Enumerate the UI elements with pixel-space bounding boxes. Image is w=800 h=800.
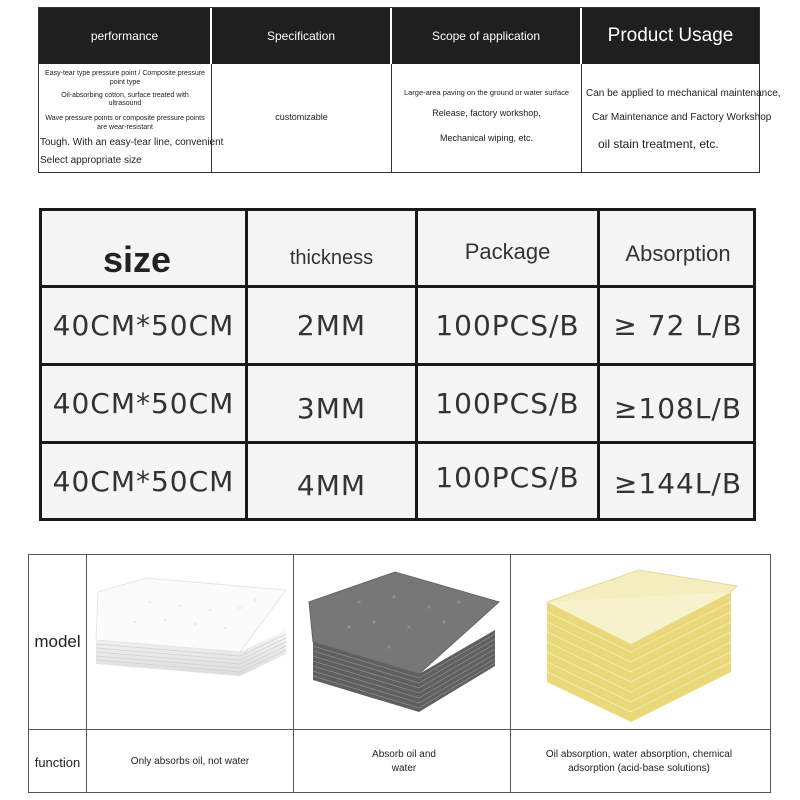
- scope-cell: [392, 64, 582, 172]
- performance-line-5: Select appropriate size: [40, 155, 142, 166]
- model-table: [28, 554, 771, 793]
- row-3-thickness: 4MM: [296, 468, 367, 502]
- white-pads-image: [87, 555, 293, 729]
- header-thickness: thickness: [289, 246, 374, 269]
- header-product-usage: Product Usage: [582, 8, 759, 64]
- grey-pads-function: Absorb oil and water: [372, 748, 436, 774]
- usage-line-3: oil stain treatment, etc.: [598, 137, 719, 151]
- white-pads-icon: [90, 572, 290, 712]
- scope-line-2: Release, factory workshop,: [432, 108, 541, 119]
- yellow-pads-icon: [541, 562, 741, 722]
- white-pads-function: Only absorbs oil, not water: [130, 755, 250, 767]
- usage-cell: [582, 64, 781, 172]
- size-table: [39, 208, 756, 521]
- header-absorption: Absorption: [625, 241, 731, 266]
- performance-line-2: Oil-absorbing cotton, surface treated with ultrasound: [61, 91, 189, 108]
- scope-line-1: Large-area paving on the ground or water surface: [403, 88, 570, 97]
- scope-line-3: Mechanical wiping, etc.: [439, 132, 534, 143]
- row-3-package: 100PCS/B: [435, 460, 580, 494]
- row-1-size: 40CM*50CM: [52, 309, 235, 342]
- row-3-absorption: ≥144L/B: [613, 466, 743, 500]
- row-2-package: 100PCS/B: [435, 387, 580, 420]
- spec-header-row: [39, 8, 759, 64]
- specification-cell: customizable: [212, 64, 392, 172]
- grey-pads-image: [294, 555, 510, 729]
- grey-pads-icon: [299, 562, 505, 722]
- usage-line-1: Can be applied to mechanical maintenance,: [586, 88, 781, 99]
- row-2-thickness: 3MM: [296, 392, 367, 425]
- row-1-thickness: 2MM: [296, 309, 367, 342]
- spec-table: [38, 7, 781, 173]
- header-performance: performance: [39, 8, 212, 64]
- performance-line-1: Easy-tear type pressure point / Composite pressure point type: [45, 70, 205, 86]
- performance-line-4: Tough. With an easy-tear line, convenient: [40, 136, 224, 148]
- row-2-absorption: ≥108L/B: [613, 392, 743, 425]
- row-3-size: 40CM*50CM: [52, 464, 235, 498]
- yellow-pads-function: Oil absorption, water absorption, chemical adsorption (acid-base solutions): [545, 748, 733, 774]
- header-package: Package: [464, 239, 551, 264]
- header-specification: Specification: [212, 8, 392, 64]
- model-label: model: [34, 632, 81, 651]
- performance-line-3: Wave pressure points or composite pressure points are wear-resistant: [45, 115, 205, 131]
- yellow-pads-image: [511, 555, 771, 729]
- header-scope: Scope of application: [392, 8, 582, 64]
- usage-line-2: Car Maintenance and Factory Workshop: [592, 111, 772, 123]
- row-1-absorption: ≥ 72 L/B: [613, 309, 743, 342]
- row-2-size: 40CM*50CM: [52, 387, 235, 420]
- row-1-package: 100PCS/B: [435, 309, 580, 342]
- function-label: function: [34, 754, 81, 770]
- header-size: size: [102, 239, 172, 280]
- performance-cell: [39, 64, 224, 172]
